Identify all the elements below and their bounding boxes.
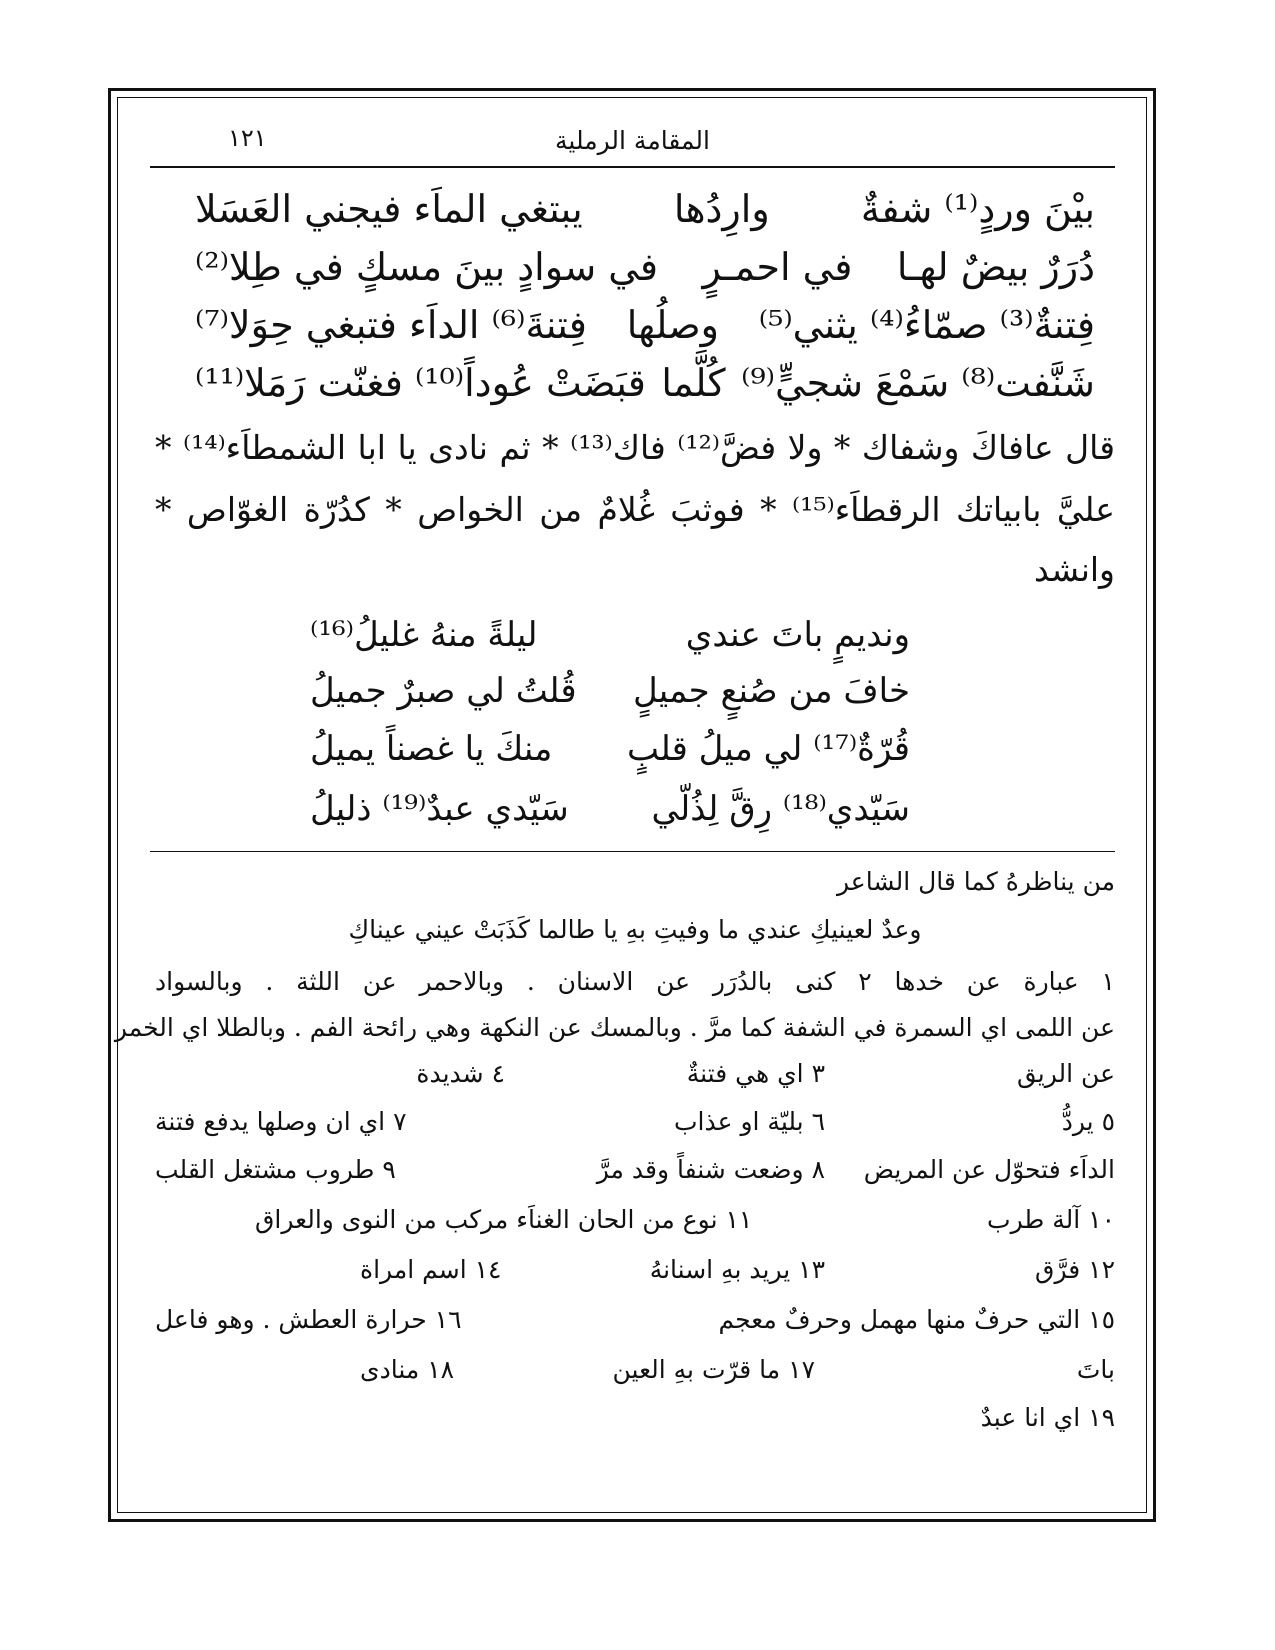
footnote-rule bbox=[150, 851, 1115, 852]
verse-part-a: دُرَرٌ بيضٌ لهـا bbox=[896, 245, 1095, 289]
poem2-verse-3 bbox=[310, 722, 910, 776]
verse-part-a: شَنَّفت⁽⁸⁾ سَمْعَ شجيٍّ⁽⁹⁾ bbox=[741, 361, 1095, 405]
footnote-cell: ١٨ منادى bbox=[360, 1355, 455, 1384]
poem2-verse-1 bbox=[310, 608, 910, 662]
verse-part-b: منكَ يا غصناً يميلُ bbox=[310, 729, 553, 769]
footnote-row-3 bbox=[155, 1052, 1115, 1096]
footnote-cell: ١٣ يريد بهِ اسنانهُ bbox=[649, 1255, 825, 1284]
footnote-cell: عن الريق bbox=[1016, 1059, 1115, 1088]
header-rule bbox=[150, 166, 1115, 168]
verse-part-b: سَيّدي عبدٌ⁽¹⁹⁾ ذليلُ bbox=[310, 789, 569, 829]
verse-part-b: كُلَّما bbox=[661, 361, 726, 405]
verse-part-a: فِتنةٌ⁽³⁾ صمّاءُ⁽⁴⁾ يثني⁽⁵⁾ bbox=[758, 303, 1095, 347]
poem1-verse-3 bbox=[195, 296, 1095, 354]
footnote-row-10 bbox=[155, 1396, 1115, 1440]
footnote-cell: ١٥ التي حرفٌ منها مهمل وحرفٌ معجم bbox=[718, 1305, 1115, 1334]
poem1-verse-1 bbox=[195, 180, 1095, 238]
verse-part-a: سَيّدي⁽¹⁸⁾ رِقَّ لِذُلّي bbox=[651, 789, 910, 829]
verse-part-b: وارِدُها bbox=[673, 187, 770, 231]
verse-part-a: قُرّةٌ⁽¹⁷⁾ لي ميلُ قلبٍ bbox=[626, 729, 910, 769]
footnote-row-9 bbox=[155, 1348, 1115, 1392]
footnote-row-6 bbox=[155, 1198, 1115, 1242]
prose-line-1: قال عافاكَ وشفاك * ولا فضَّ⁽¹²⁾ فاك⁽¹³⁾ * ثم نادى يا ابا الشمطاَء⁽¹⁴⁾ * bbox=[155, 428, 1115, 467]
footnote-cell: ١٦ حرارة العطش . وهو فاعل bbox=[155, 1305, 462, 1334]
footnote-cell: ٦ بليّة او عذاب bbox=[674, 1107, 825, 1136]
footnote-cell: ٤ شديدة bbox=[416, 1059, 505, 1088]
footnote-line-2: عن اللمى اي السمرة في الشفة كما مرَّ . وبالمسك عن النكهة وهي رائحة الفم . وبالطلا اي الخمر bbox=[114, 1013, 1115, 1042]
footnote-cell: الداَء فتحوّل عن المريض bbox=[863, 1155, 1115, 1184]
verse-part-c: فِتنةَ⁽⁶⁾ الداَء فتبغي حِوَلا⁽⁷⁾ bbox=[195, 303, 587, 347]
prose-line-3: وانشد bbox=[1033, 550, 1115, 589]
poem2-verse-4 bbox=[310, 782, 910, 836]
footnote-cell: ٣ اي هي فتنةٌ bbox=[686, 1059, 825, 1088]
footnote-cell: ٥ يردُّ bbox=[1061, 1107, 1115, 1136]
footnote-cell: ٧ اي ان وصلها يدفع فتنة bbox=[155, 1107, 407, 1136]
verse-part-b: في احمـرٍ bbox=[702, 245, 853, 289]
poem2-verse-2 bbox=[310, 664, 910, 718]
footnote-cell: ١٤ اسم امراة bbox=[360, 1255, 502, 1284]
footnote-cell: ١١ نوع من الحان الغناَء مركب من النوى والعراق bbox=[255, 1205, 753, 1234]
poem1-verse-4 bbox=[195, 354, 1095, 412]
book-page bbox=[114, 108, 1115, 1498]
footnote-cell: ٩ طروب مشتغل القلب bbox=[155, 1155, 396, 1184]
footnote-cell: باتَ bbox=[1076, 1355, 1115, 1384]
verse-part-c: في سوادٍ بينَ مسكٍ في طِلا⁽²⁾ bbox=[195, 245, 659, 289]
footnote-line-1: ١ عبارة عن خدها ٢ كنى بالدُرَر عن الاسنان . وبالاحمر عن اللثة . وبالسواد bbox=[155, 967, 1115, 996]
verse-part-b: ليلةً منهُ غليلُ⁽¹⁶⁾ bbox=[310, 615, 538, 655]
footnote-row-5 bbox=[155, 1148, 1115, 1192]
footnote-cell: ٨ وضعت شنفاً وقد مرَّ bbox=[596, 1155, 825, 1184]
verse-part-b: قُلتُ لي صبرٌ جميلُ bbox=[310, 671, 577, 711]
prose-line-2: عليَّ بابياتك الرقطاَء⁽¹⁵⁾ * فوثبَ غُلامٌ من الخواص * كدُرّة الغوّاص * bbox=[155, 490, 1115, 529]
footnote-quote: وعدٌ لعينيكِ عندي ما وفيتِ بهِ يا طالما كَذَبَتْ عيني عيناكِ bbox=[348, 915, 922, 944]
running-header bbox=[150, 120, 1115, 160]
verse-part-a: بيْنَ وردٍ⁽¹⁾ شفةٌ bbox=[860, 187, 1095, 231]
chapter-title: المقامة الرملية bbox=[555, 125, 710, 155]
footnote-cell: ١٠ آلة طرب bbox=[987, 1205, 1115, 1234]
footnote-row-7 bbox=[155, 1248, 1115, 1292]
verse-part-c: يبتغي الماَء فيجني العَسَلا bbox=[195, 187, 583, 231]
verse-part-a: ونديمٍ باتَ عندي bbox=[685, 615, 910, 655]
footnote-cell: ١٧ ما قرّت بهِ العين bbox=[612, 1355, 815, 1384]
poem1-verse-2 bbox=[195, 238, 1095, 296]
verse-part-c: قبَضَتْ عُوداً⁽¹⁰⁾ فغنّت رَمَلا⁽¹¹⁾ bbox=[195, 361, 646, 405]
footnote-cell: ١٢ فرَّق bbox=[1035, 1255, 1115, 1284]
page-number: ١٢١ bbox=[228, 124, 267, 152]
verse-part-a: خافَ من صُنعٍ جميلٍ bbox=[632, 671, 910, 711]
footnote-intro: من يناظرهُ كما قال الشاعر bbox=[836, 867, 1115, 896]
verse-part-b: وصلُها bbox=[626, 303, 719, 347]
footnote-row-8 bbox=[155, 1298, 1115, 1342]
footnote-row-4 bbox=[155, 1100, 1115, 1144]
footnote-cell: ١٩ اي انا عبدٌ bbox=[980, 1403, 1115, 1432]
